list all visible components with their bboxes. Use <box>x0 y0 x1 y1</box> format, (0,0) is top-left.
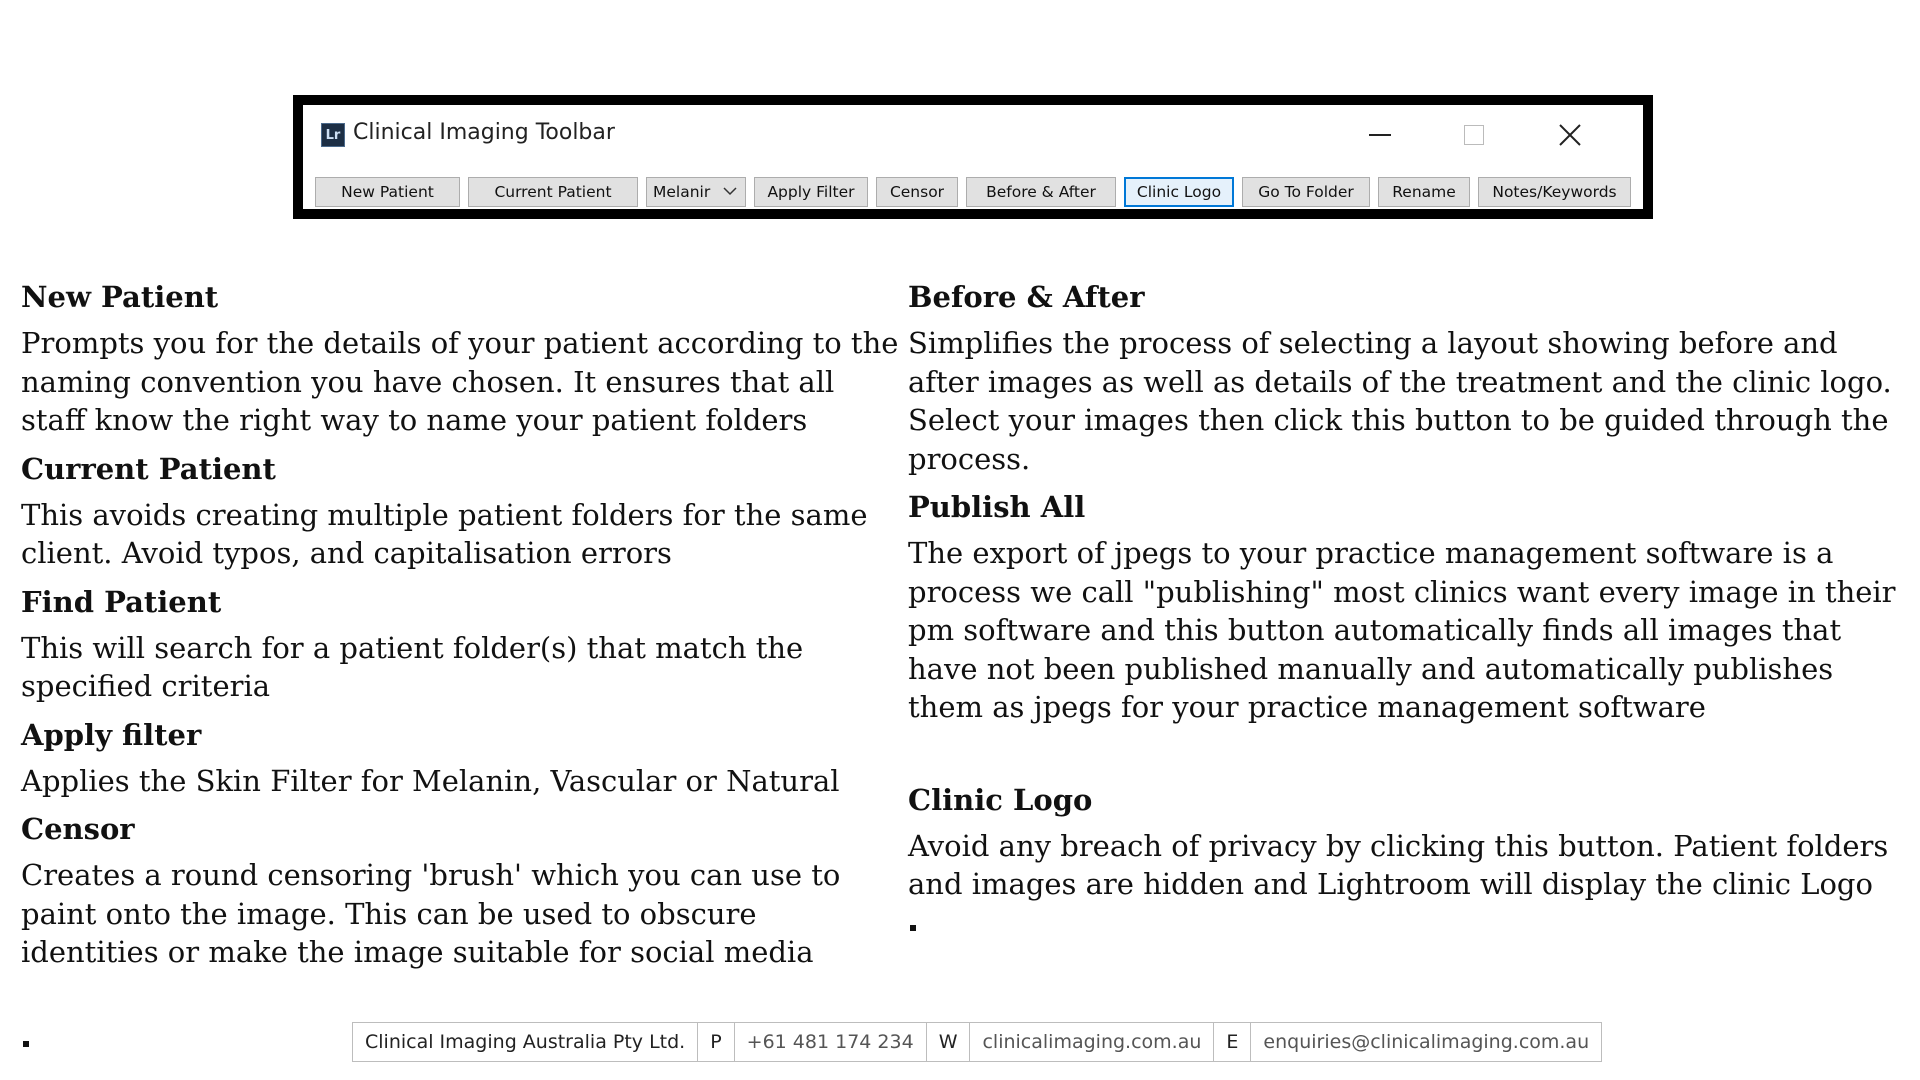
web-label: W <box>927 1023 971 1061</box>
toolbar-window-body <box>313 105 1633 209</box>
rename-button[interactable]: Rename <box>1378 177 1470 207</box>
right-column <box>908 278 1898 914</box>
minimize-button[interactable] <box>1355 115 1405 155</box>
section-title: Clinic Logo <box>908 782 1093 817</box>
current-patient-button[interactable]: Current Patient <box>468 177 638 207</box>
section-censor <box>21 810 901 972</box>
bullet-marker <box>910 925 916 931</box>
section-title: Find Patient <box>21 584 222 619</box>
email-link[interactable]: enquiries@clinicalimaging.com.au <box>1263 1031 1590 1053</box>
spacer <box>908 737 1898 781</box>
section-title: Apply filter <box>21 717 202 752</box>
maximize-icon <box>1464 125 1484 145</box>
toolbar-button-row <box>313 177 1633 209</box>
section-body: Simplifies the process of selecting a layout showing before and after images as well as details of the treatment and the clinic logo. Select your images then click this button to be guided through the process. <box>908 326 1892 476</box>
section-body: Creates a round censoring 'brush' which you can use to paint onto the image. This can be used to obscure identities or make the image suitable for social media <box>21 858 841 969</box>
phone-label: P <box>698 1023 734 1061</box>
window-title: Clinical Imaging Toolbar <box>353 120 615 145</box>
section-title: Current Patient <box>21 451 276 486</box>
censor-button[interactable]: Censor <box>876 177 958 207</box>
section-title: New Patient <box>21 280 219 314</box>
section-current-patient <box>21 450 901 573</box>
filter-select-value: Melanir <box>653 183 711 201</box>
apply-filter-button[interactable]: Apply Filter <box>754 177 868 207</box>
section-body: Applies the Skin Filter for Melanin, Vascular or Natural <box>21 763 840 798</box>
go-to-folder-button[interactable]: Go To Folder <box>1242 177 1370 207</box>
section-clinic-logo <box>908 781 1898 904</box>
close-icon <box>1559 124 1581 146</box>
section-body: This will search for a patient folder(s) that match the specified criteria <box>21 630 804 703</box>
phone-number[interactable]: +61 481 174 234 <box>735 1023 927 1061</box>
section-title: Censor <box>21 812 135 846</box>
section-body: The export of jpegs to your practice management software is a process we call "publishing" most clinics want every image in their pm software and this button automatically finds all images that have not been published manually and automatically publishes them as jpegs for your practice management software <box>908 536 1896 724</box>
new-patient-button[interactable]: New Patient <box>315 177 460 207</box>
maximize-button[interactable] <box>1449 115 1499 155</box>
email-label: E <box>1214 1023 1251 1061</box>
chevron-down-icon <box>723 183 737 199</box>
contact-bar <box>352 1022 1602 1062</box>
toolbar-window <box>293 95 1653 219</box>
section-publish-all <box>908 488 1898 727</box>
notes-keywords-button[interactable]: Notes/Keywords <box>1478 177 1631 207</box>
section-body: Prompts you for the details of your patient according to the naming convention you have chosen. It ensures that all staff know the right way to name your patient folders <box>21 326 899 437</box>
filter-select[interactable] <box>646 177 746 207</box>
section-find-patient <box>21 583 901 706</box>
website-link[interactable]: clinicalimaging.com.au <box>970 1023 1214 1061</box>
lightroom-icon: Lr <box>321 123 345 147</box>
close-button[interactable] <box>1545 115 1595 155</box>
section-before-after <box>908 278 1898 478</box>
bullet-marker <box>23 1041 29 1047</box>
section-body: Avoid any breach of privacy by clicking this button. Patient folders and images are hidden and Lightroom will display the clinic Logo <box>908 828 1889 901</box>
section-new-patient <box>21 278 901 440</box>
clinic-logo-button[interactable]: Clinic Logo <box>1124 177 1234 207</box>
company-name: Clinical Imaging Australia Pty Ltd. <box>353 1023 698 1061</box>
title-bar[interactable] <box>313 105 1633 165</box>
section-title: Publish All <box>908 490 1086 524</box>
left-column <box>21 278 901 982</box>
minimize-icon <box>1369 134 1391 136</box>
section-body: This avoids creating multiple patient folders for the same client. Avoid typos, and capitalisation errors <box>21 497 868 570</box>
before-after-button[interactable]: Before & After <box>966 177 1116 207</box>
section-title: Before & After <box>908 280 1145 314</box>
section-apply-filter <box>21 716 901 801</box>
